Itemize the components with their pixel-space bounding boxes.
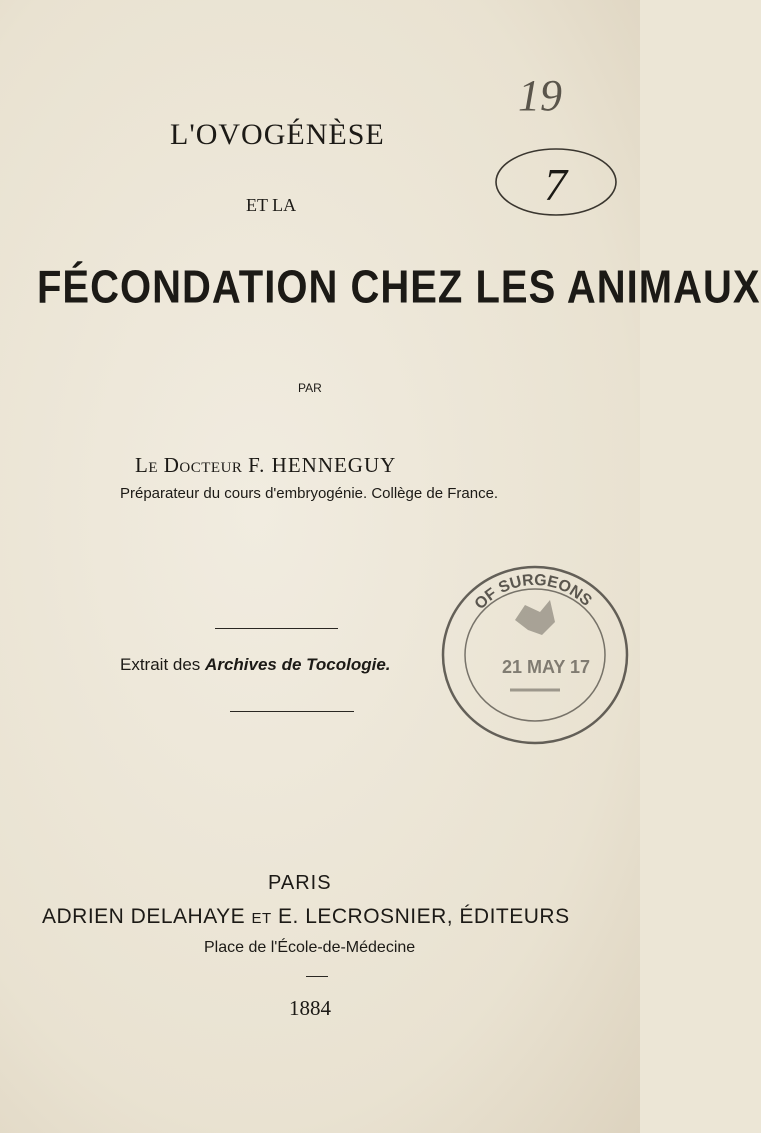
publisher-2: E. LECROSNIER, ÉDITEURS [278,905,570,928]
publisher-et: ET [251,910,272,927]
rule-bottom [230,711,354,712]
svg-text:7: 7 [544,159,567,210]
rule-top [215,628,338,629]
title-line-3: FÉCONDATION CHEZ LES ANIMAUX [37,262,761,313]
extract-line [120,655,391,675]
extract-prefix: Extrait des [120,655,201,674]
author-line [135,453,396,478]
library-stamp [430,550,640,755]
publishers-line [42,905,570,929]
author-prefix: Le Docteur [135,453,243,477]
extract-journal: Archives de Tocologie. [205,655,391,674]
address: Place de l'École-de-Médecine [204,939,416,956]
year: 1884 [289,996,331,1020]
par-label: PAR [298,381,322,395]
svg-text:OF SURGEONS: OF SURGEONS [471,571,595,613]
city: PARIS [268,872,332,894]
title-line-1: L'OVOGÉNÈSE [170,118,385,151]
title-line-2: ET LA [246,195,297,215]
publisher-1: ADRIEN DELAHAYE [42,905,246,928]
svg-text:19: 19 [518,71,562,120]
author-role: Préparateur du cours d'embryogénie. Collège de France. [120,485,499,502]
handwritten-shelf-mark [498,32,628,227]
svg-text:21 MAY 17: 21 MAY 17 [502,657,591,677]
small-rule [306,976,328,977]
author-name: F. HENNEGUY [248,453,397,477]
